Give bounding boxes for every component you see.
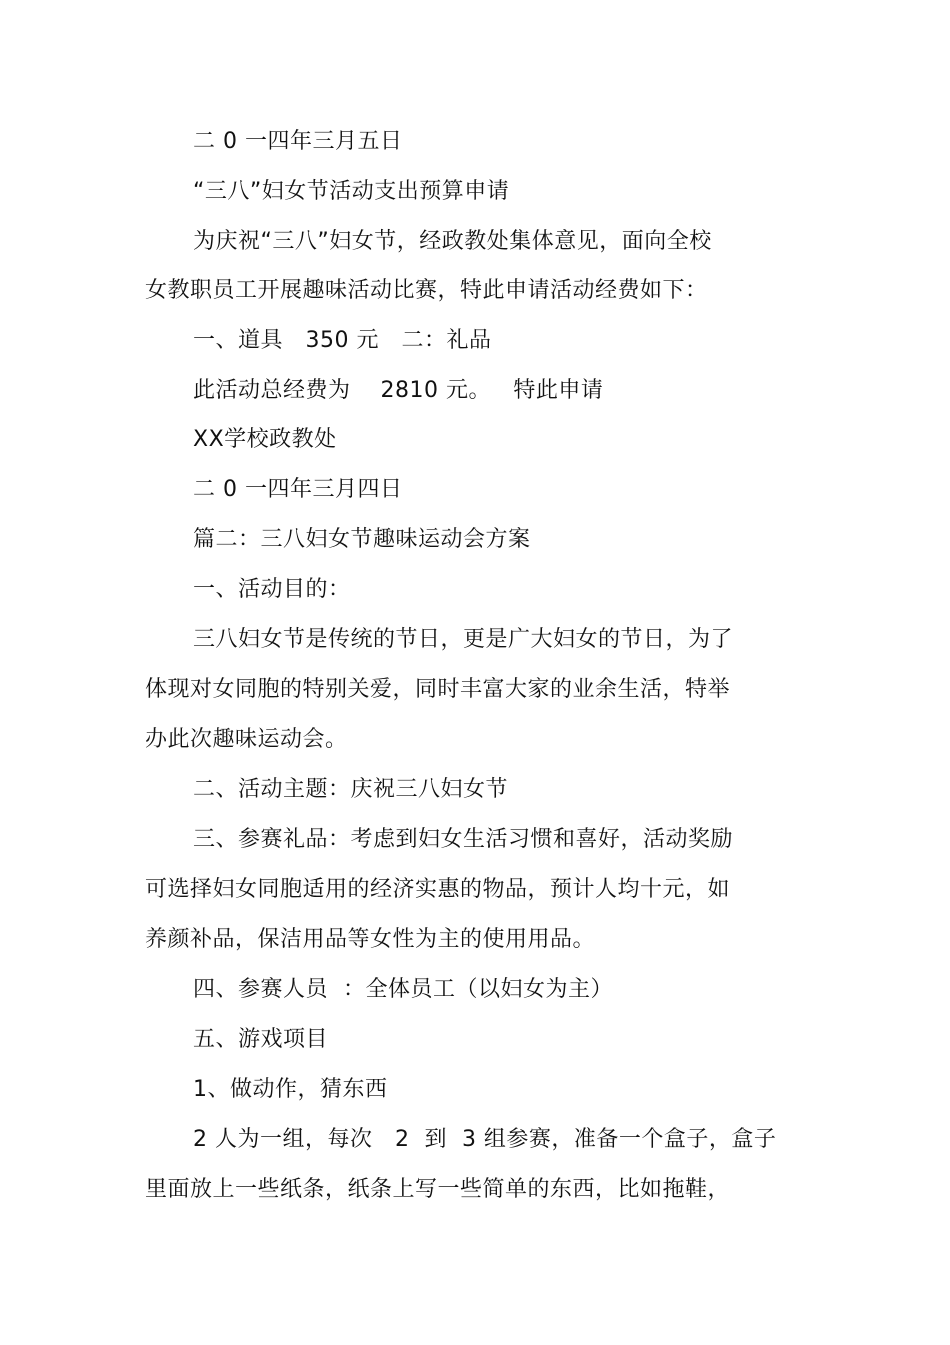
paragraph-line: 办此次趣味运动会。 xyxy=(145,727,348,752)
paragraph-line: 为庆祝“三八”妇女节，经政教处集体意见，面向全校 xyxy=(193,229,712,254)
paragraph-line: 三、参赛礼品：考虑到妇女生活习惯和喜好，活动奖励 xyxy=(193,827,734,852)
paragraph-line: 体现对女同胞的特别关爱，同时丰富大家的业余生活，特举 xyxy=(145,677,731,702)
paragraph-line: 里面放上一些纸条，纸条上写一些简单的东西，比如拖鞋， xyxy=(145,1177,731,1202)
game-item-title: 1、做动作，猜东西 xyxy=(193,1077,388,1102)
paragraph-line: 可选择妇女同胞适用的经济实惠的物品，预计人均十元，如 xyxy=(145,877,731,902)
total-cost-line: 此活动总经费为 2810 元。 特此申请 xyxy=(193,378,604,403)
section-title: 篇二：三八妇女节趣味运动会方案 xyxy=(193,527,531,552)
signature-line: XX学校政教处 xyxy=(193,427,337,452)
paragraph-line: 2 人为一组，每次 2 到 3 组参赛，准备一个盒子，盒子 xyxy=(193,1127,777,1152)
heading-games: 五、游戏项目 xyxy=(193,1027,329,1052)
heading-purpose: 一、活动目的： xyxy=(193,577,351,602)
date-line-1: 二 0 一四年三月五日 xyxy=(193,129,403,154)
heading-participants: 四、参赛人员 ：全体员工（以妇女为主） xyxy=(193,977,613,1002)
paragraph-line: 三八妇女节是传统的节日，更是广大妇女的节日，为了 xyxy=(193,627,734,652)
paragraph-line: 女教职员工开展趣味活动比赛，特此申请活动经费如下： xyxy=(145,278,708,303)
heading-theme: 二、活动主题：庆祝三八妇女节 xyxy=(193,777,509,802)
paragraph-line: 养颜补品，保洁用品等女性为主的使用用品。 xyxy=(145,927,596,952)
budget-title: “三八”妇女节活动支出预算申请 xyxy=(193,179,510,204)
date-line-2: 二 0 一四年三月四日 xyxy=(193,477,403,502)
budget-items-line: 一、道具 350 元 二：礼品 xyxy=(193,328,492,353)
